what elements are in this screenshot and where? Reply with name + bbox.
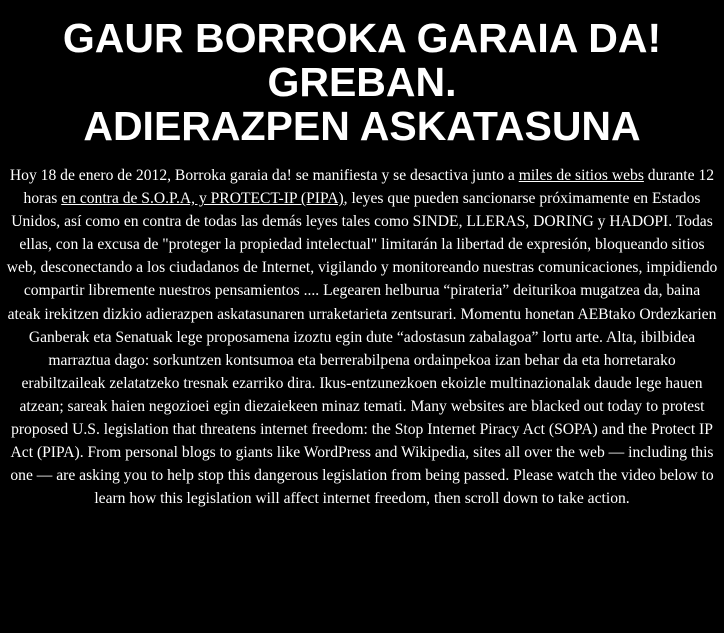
- headline-line-3: ADIERAZPEN ASKATASUNA: [83, 103, 641, 149]
- message-text-3: , leyes que pueden sancionarse próximamente en Estados Unidos, así como en contra de todas las demás leyes tales como SINDE, LLERAS, DORING y HADOPI. Todas ellas, con la excusa de "proteger la propiedad intelectual" limitarán la libertad de expresión, bloqueando sitios web, desconectando a los ciudadanos de Internet, vigilando y monitoreando nuestras comunicaciones, impidiendo compartir libremente nuestros pensamientos .... Legearen helburua “pirateria” deiturikoa mugatzea da, baina ateak irekitzen dizkio adierazpen askatasunaren urraketarieta zentsurari. Momentu honetan AEBtako Ordezkarien Ganberak eta Senatuak lege proposamena izoztu egin dute “adostasun zabalagoa” lortu arte. Alta, ibilbidea marraztua dago: sorkuntzen kontsumoa eta berrerabilpena ordainpekoa izan behar da eta horretarako erabiltzaileak zelatatzeko tresnak ezarriko dira. Ikus-entzunezkoen ekoizle multinazionalak daude lege hauen atzean; sareak haien negozioei egin diezaiekeen minaz temati. Many websites are blacked out today to protest proposed U.S. legislation that threatens internet freedom: the Stop Internet Piracy Act (SOPA) and the Protect IP Act (PIPA). From personal blogs to giants like WordPress and Wikipedia, sites all over the web — including this one — are asking you to help stop this dangerous legislation from being passed. Please watch the video below to learn how this legislation will affect internet freedom, then scroll down to take action.: [6, 190, 718, 508]
- message-text-1: Hoy 18 de enero de 2012, Borroka garaia da! se manifiesta y se desactiva junto a: [9, 167, 519, 184]
- message-text-2: durante 12 horas: [23, 167, 715, 208]
- protest-message: [4, 164, 720, 510]
- headline-line-1: GAUR BORROKA GARAIA DA!: [62, 15, 662, 61]
- headline-line-2: GREBAN.: [267, 59, 457, 105]
- against-sopa-pipa-link[interactable]: en contra de S.O.P.A, y PROTECT-IP (PIPA): [61, 190, 344, 208]
- thousands-of-sites-link[interactable]: miles de sitios webs: [518, 167, 644, 184]
